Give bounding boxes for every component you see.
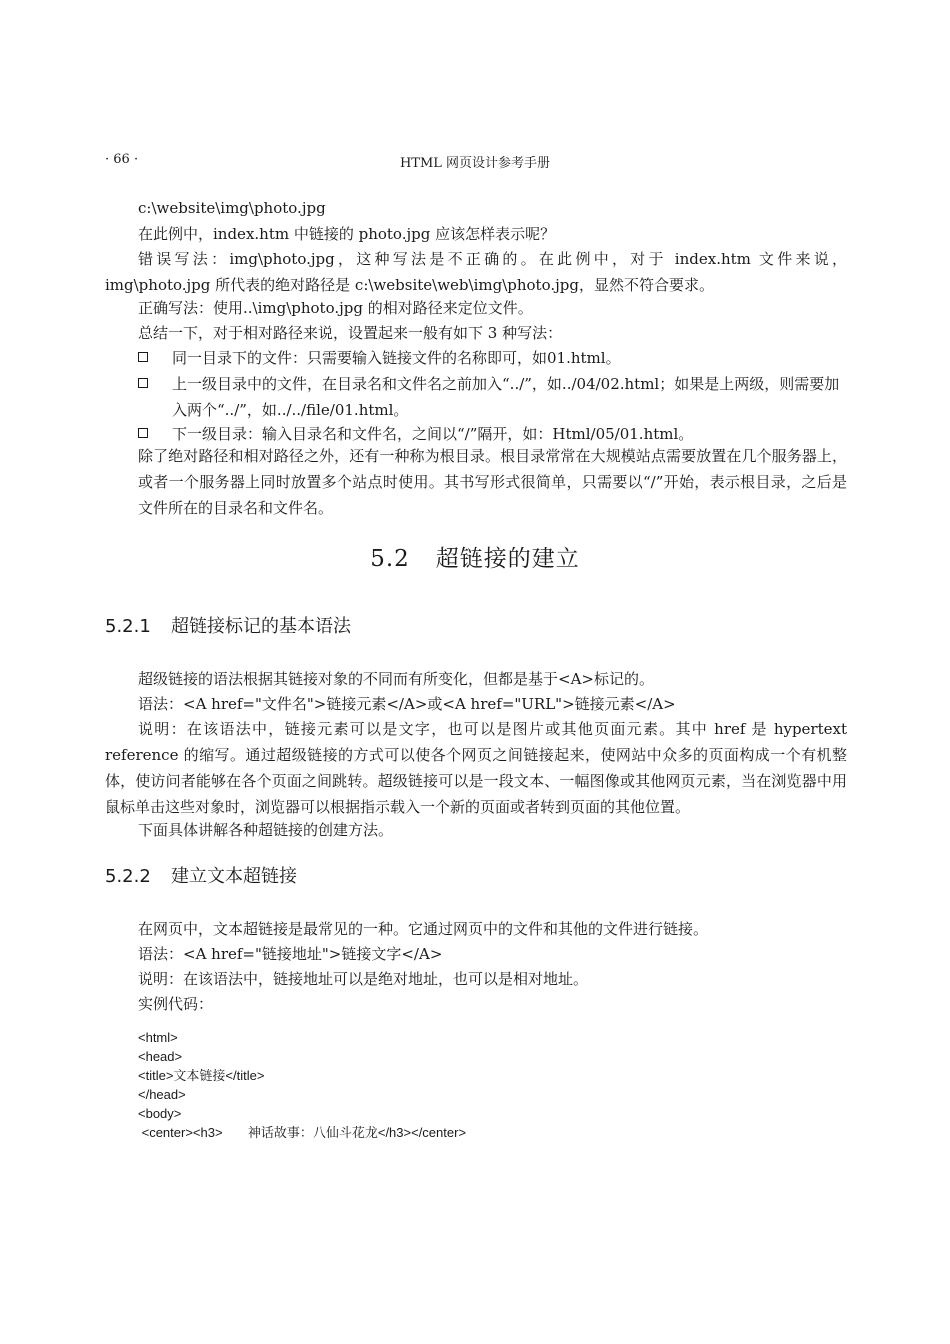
section-title-text: 超链接的建立 bbox=[435, 546, 580, 572]
syntax-line: 语法：<A href="链接地址">链接文字</A> bbox=[138, 945, 443, 963]
example-label: 实例代码： bbox=[138, 995, 214, 1013]
page-number: · 66 · bbox=[105, 152, 139, 167]
summary-line: 总结一下，对于相对路径来说，设置起来一般有如下 3 种写法： bbox=[138, 324, 563, 342]
page-header bbox=[105, 152, 845, 174]
subsection-title: 建立文本超链接 bbox=[171, 866, 297, 887]
list-item-text: 上一级目录中的文件，在目录名和文件名之前加入“../”，如../04/02.html；如果是上两级，则需要加入两个“../”，如../../file/01.html。 bbox=[172, 375, 840, 419]
section-number: 5.2 bbox=[370, 546, 410, 572]
list-item-text: 下一级目录：输入目录名和文件名，之间以“/”隔开，如：Html/05/01.html。 bbox=[172, 425, 694, 443]
path-example: c:\website\img\photo.jpg bbox=[138, 199, 326, 217]
body-paragraph: 超级链接的语法根据其链接对象的不同而有所变化，但都是基于<A>标记的。 bbox=[138, 670, 654, 688]
checkbox-bullet-icon bbox=[138, 352, 148, 362]
subsection-title: 超链接标记的基本语法 bbox=[171, 616, 351, 637]
code-line: <title>文本链接</title> bbox=[138, 1068, 265, 1083]
checkbox-bullet-icon bbox=[138, 428, 148, 438]
explanation-line: 说明：在该语法中，链接地址可以是绝对地址，也可以是相对地址。 bbox=[138, 970, 589, 988]
syntax-line: 语法：<A href="文件名">链接元素</A>或<A href="URL">链接元素</A> bbox=[138, 695, 676, 713]
list-item bbox=[138, 345, 847, 371]
code-line: <head> bbox=[138, 1049, 183, 1064]
correct-usage-line: 正确写法：使用..\img\photo.jpg 的相对路径来定位文件。 bbox=[138, 299, 533, 317]
explanation-paragraph: 说明：在该语法中，链接元素可以是文字，也可以是图片或其他页面元素。其中 href 是 hypertext reference 的缩写。通过超级链接的方式可以使各个网页之间链接起来，使网站中众多的页面构成一个有机整体，使访问者能够在各个页面之间跳转。超级链接可以是一段文本、一幅图像或其他网页元素，当在浏览器中用鼠标单击这些对象时，浏览器可以根据指示载入一个新的页面或者转到页面的其他位置。 bbox=[105, 720, 847, 816]
root-directory-paragraph: 除了绝对路径和相对路径之外，还有一种称为根目录。根目录常常在大规模站点需要放置在几个服务器上，或者一个服务器上同时放置多个站点时使用。其书写形式很简单，只需要以“/”开始，表示根目录，之后是文件所在的目录名和文件名。 bbox=[138, 447, 847, 517]
code-line: <body> bbox=[138, 1106, 182, 1121]
subsection-number: 5.2.2 bbox=[105, 866, 151, 887]
list-item-text: 同一目录下的文件：只需要输入链接文件的名称即可，如01.html。 bbox=[172, 349, 621, 367]
code-line: <center><h3> 神话故事：八仙斗花龙</h3></center> bbox=[138, 1125, 467, 1140]
code-line: </head> bbox=[138, 1087, 186, 1102]
section-heading bbox=[0, 540, 950, 573]
body-paragraph: 下面具体讲解各种超链接的创建方法。 bbox=[138, 821, 394, 839]
running-title: HTML 网页设计参考手册 bbox=[399, 156, 551, 171]
code-line: <html> bbox=[138, 1030, 178, 1045]
subsection-number: 5.2.1 bbox=[105, 616, 151, 637]
list-item bbox=[138, 371, 847, 423]
subsection-heading bbox=[105, 862, 297, 888]
checkbox-bullet-icon bbox=[138, 378, 148, 388]
question-line: 在此例中，index.htm 中链接的 photo.jpg 应该怎样表示呢？ bbox=[138, 225, 556, 243]
body-paragraph: 在网页中，文本超链接是最常见的一种。它通过网页中的文件和其他的文件进行链接。 bbox=[138, 920, 709, 938]
wrong-usage-paragraph: 错误写法：img\photo.jpg，这种写法是不正确的。在此例中，对于 index.htm 文件来说，img\photo.jpg 所代表的绝对路径是 c:\website\web\img\photo.jpg，显然不符合要求。 bbox=[105, 250, 847, 294]
subsection-heading bbox=[105, 612, 351, 638]
